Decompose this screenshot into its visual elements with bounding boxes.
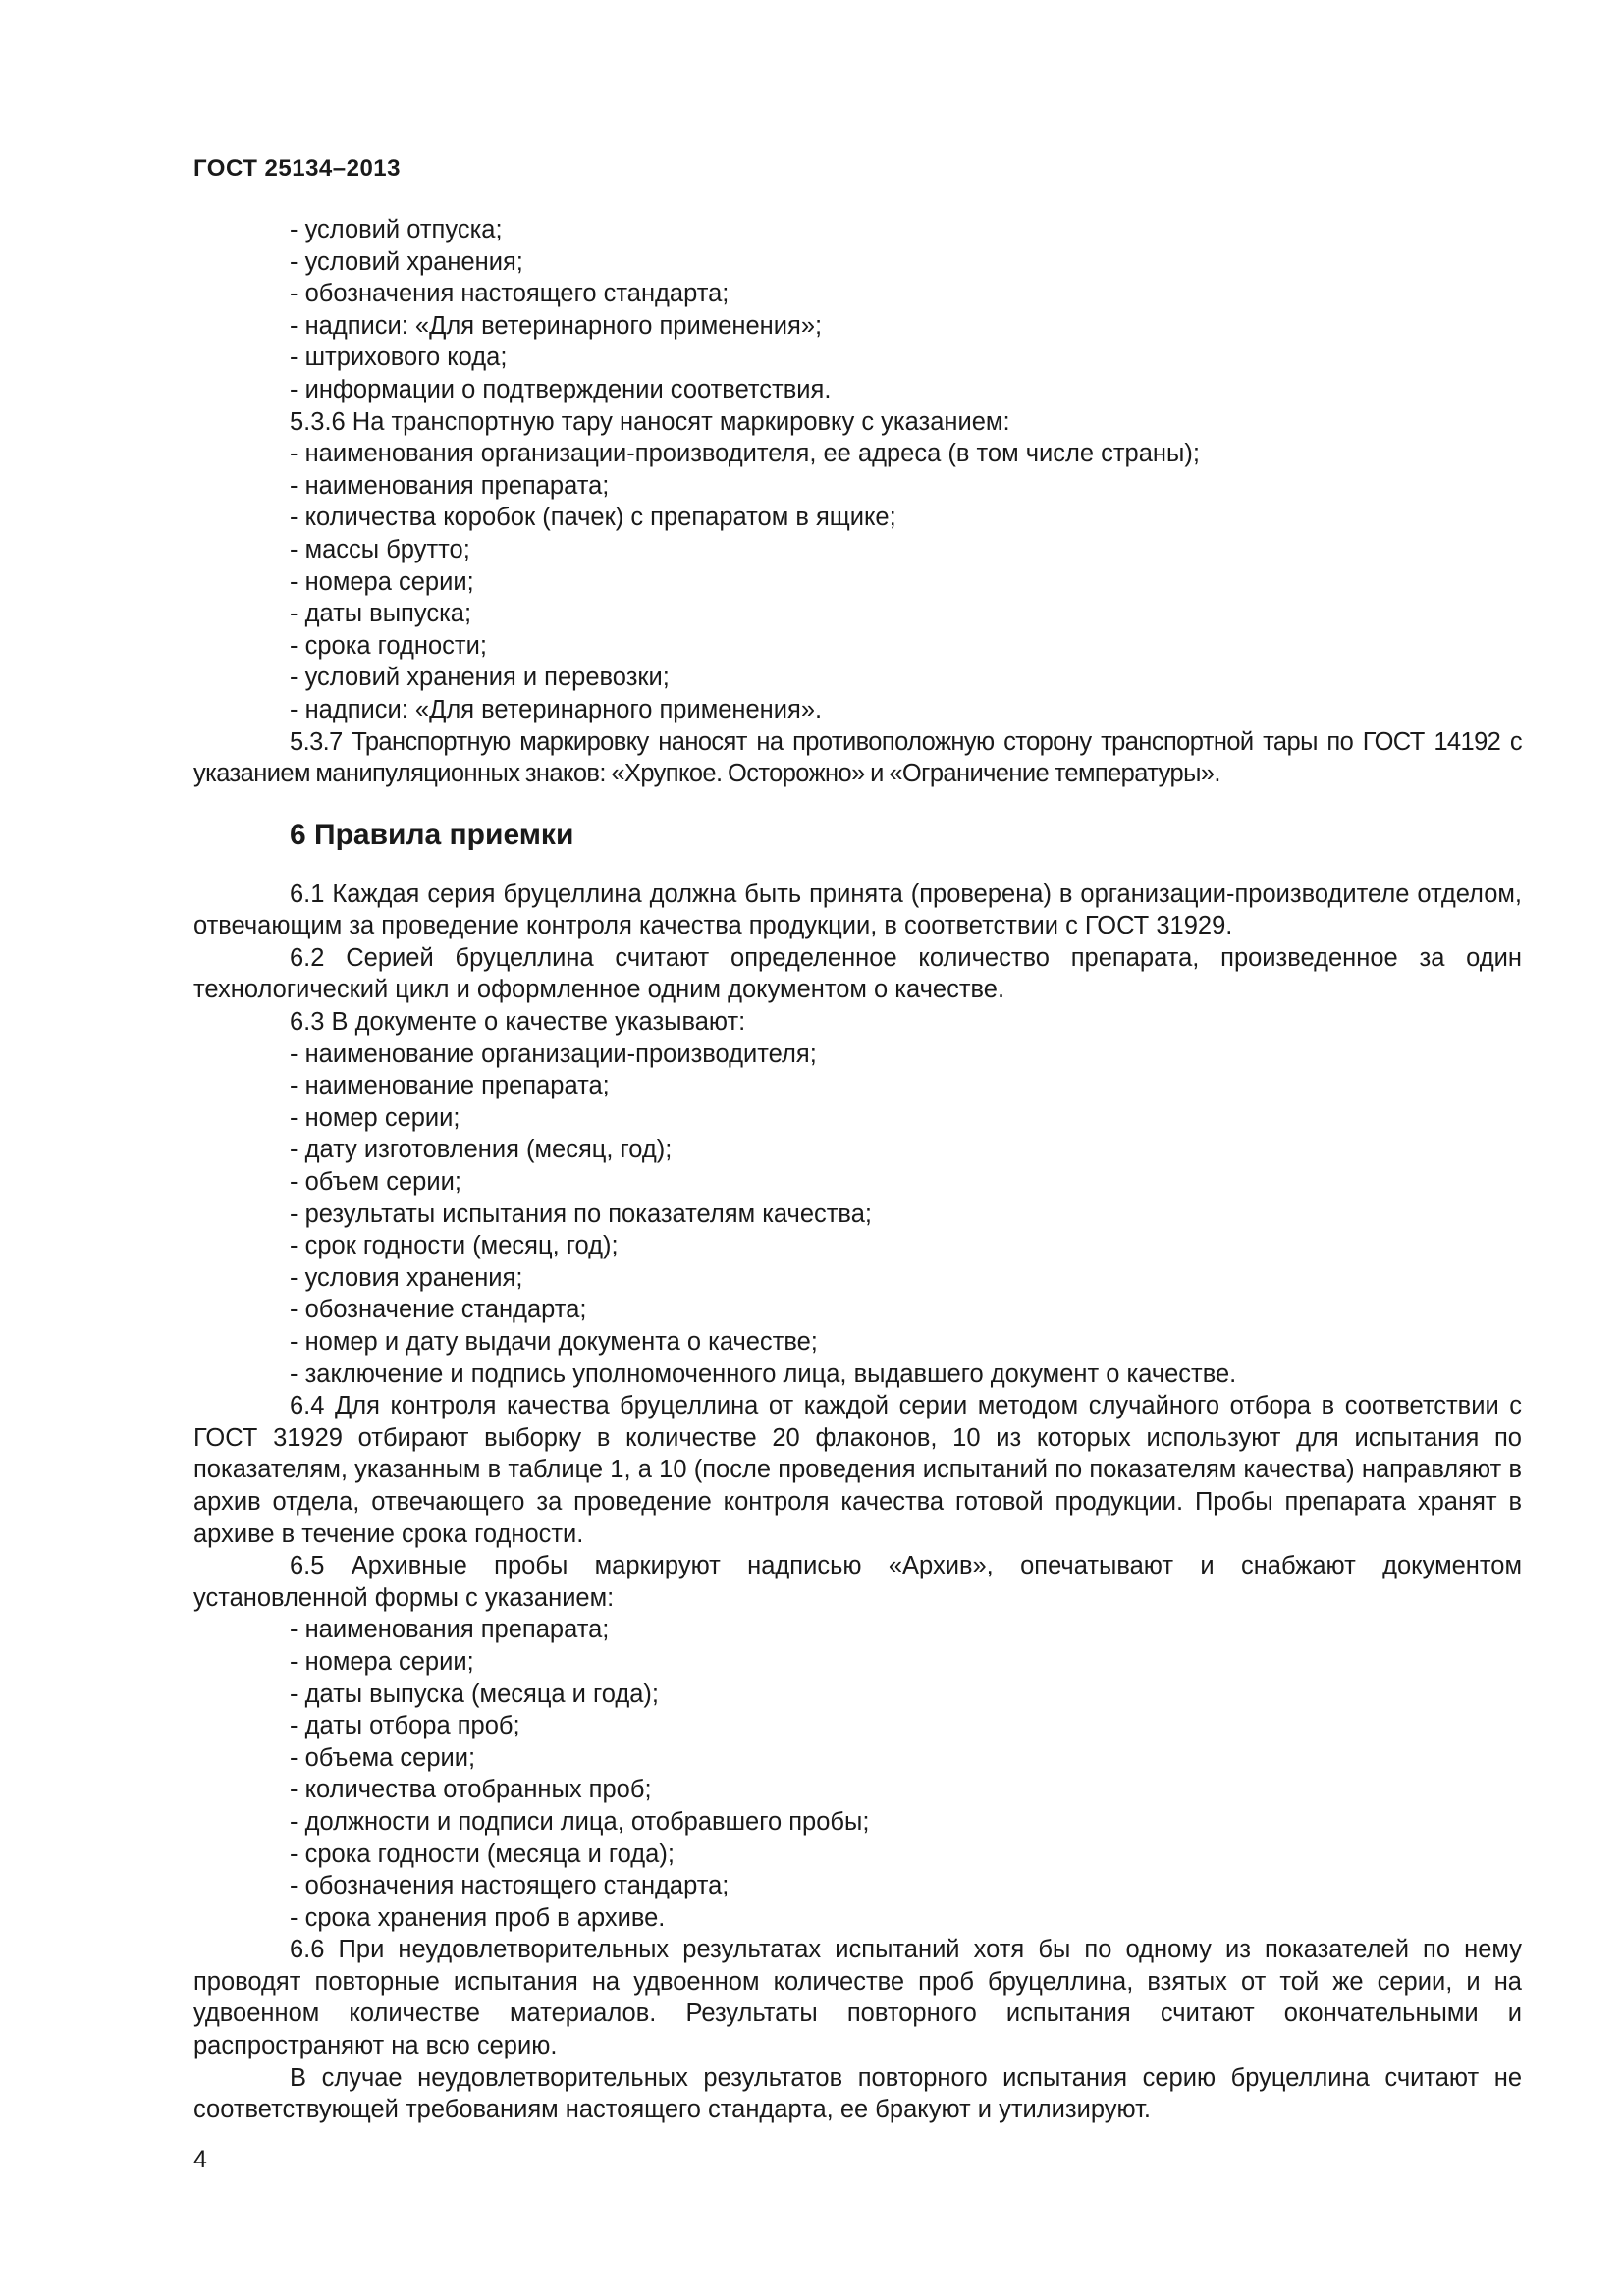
list-item: - объема серии; [290, 1743, 476, 1772]
list-item: - объем серии; [290, 1168, 461, 1197]
list-item: - надписи: «Для ветеринарного применения»; [290, 311, 823, 340]
clause-6-1: 6.1 Каждая серия бруцеллина должна быть принята (проверена) в организации-производителе отделом, отвечающим за проведение контроля качества продукции, в соответствии с ГОСТ 31929. [193, 880, 1522, 940]
list-item: - обозначения настоящего стандарта; [290, 280, 730, 308]
list-item: - результаты испытания по показателям качества; [290, 1200, 872, 1228]
list-item: - надписи: «Для ветеринарного применения». [290, 695, 823, 723]
list-item: - количества коробок (пачек) с препаратом в ящике; [290, 504, 896, 532]
list-item: - наименование препарата; [290, 1072, 610, 1100]
list-item: - срока годности; [290, 631, 487, 660]
marking-list-consumer [193, 214, 1522, 406]
page-content [193, 214, 1522, 2126]
list-item: - срока хранения проб в архиве. [290, 1903, 666, 1932]
list-item: - наименования препарата; [290, 1616, 610, 1644]
list-item: - даты выпуска; [290, 600, 472, 628]
clause-6-2: 6.2 Серией бруцеллина считают определенное количество препарата, произведенное за один технологический цикл и оформленное одним документом о качестве. [193, 943, 1522, 1004]
list-item: - информации о подтверждении соответствия. [290, 375, 832, 403]
clause-6-6: 6.6 При неудовлетворительных результатах испытаний хотя бы по одному из показателей по нему проводят повторные испытания на удвоенном количестве проб бруцеллина, взятых от той же серии, и на удвоенном количестве материалов. Результаты повторного испытания считают окончательными и распространяют на всю серию. [193, 1936, 1522, 2060]
list-item: - наименования организации-производителя, ее адреса (в том числе страны); [290, 440, 1200, 468]
list-item: - срок годности (месяц, год); [290, 1232, 619, 1260]
list-item: - дату изготовления (месяц, год); [290, 1136, 673, 1164]
list-item: - даты отбора проб; [290, 1712, 520, 1740]
archive-sample-list [193, 1614, 1522, 1934]
list-item: - условий отпуска; [290, 216, 503, 243]
clause-5-3-6: 5.3.6 На транспортную тару наносят маркировку с указанием: [290, 407, 1010, 436]
list-item: - срока годности (месяца и года); [290, 1840, 675, 1868]
marking-list-transport [193, 438, 1522, 725]
clause-6-4: 6.4 Для контроля качества бруцеллина от каждой серии методом случайного отбора в соответствии с ГОСТ 31929 отбирают выборку в количестве 20 флаконов, 10 из которых используют для испытания по показателям, указанным в таблице 1, а 10 (после проведения испытаний по показателям качества) направляют в архив отдела, отвечающего за проведение контроля качества готовой продукции. Пробы препарата хранят в архиве в течение срока годности. [193, 1392, 1522, 1548]
list-item: - наименование организации-производителя; [290, 1040, 817, 1068]
list-item: - обозначения настоящего стандарта; [290, 1872, 730, 1900]
clause-6-3: 6.3 В документе о качестве указывают: [290, 1008, 746, 1037]
list-item: - условия хранения; [290, 1263, 523, 1292]
clause-6-5: 6.5 Архивные пробы маркируют надписью «Архив», опечатывают и снабжают документом установленной формы с указанием: [193, 1552, 1522, 1612]
list-item: - номер серии; [290, 1103, 460, 1132]
list-item: - наименования препарата; [290, 471, 610, 500]
list-item: - номера серии; [290, 567, 474, 596]
list-item: - должности и подписи лица, отобравшего пробы; [290, 1807, 870, 1836]
list-item: - массы брутто; [290, 535, 470, 563]
list-item: - номера серии; [290, 1647, 474, 1676]
list-item: - заключение и подпись уполномоченного лица, выдавшего документ о качестве. [290, 1360, 1237, 1388]
list-item: - штрихового кода; [290, 344, 508, 372]
list-item: - номер и дату выдачи документа о качестве; [290, 1328, 818, 1356]
page-number: 4 [193, 2146, 207, 2173]
list-item: - количества отобранных проб; [290, 1776, 652, 1804]
list-item: - условий хранения; [290, 247, 523, 276]
list-item: - даты выпуска (месяца и года); [290, 1680, 660, 1708]
clause-6-6-continuation: В случае неудовлетворительных результатов повторного испытания серию бруцеллина считают не соответствующей требованиям настоящего стандарта, ее бракуют и утилизируют. [193, 2063, 1522, 2124]
document-code: ГОСТ 25134–2013 [193, 155, 401, 182]
section-6-title: 6 Правила приемки [290, 818, 574, 851]
quality-document-list [193, 1039, 1522, 1391]
list-item: - условий хранения и перевозки; [290, 664, 670, 692]
list-item: - обозначение стандарта; [290, 1296, 587, 1324]
clause-5-3-7: 5.3.7 Транспортную маркировку наносят на противоположную сторону транспортной тары по ГОСТ 14192 с указанием манипуляционных знаков: «Хрупкое. Осторожно» и «Ограничение температуры». [193, 727, 1522, 788]
